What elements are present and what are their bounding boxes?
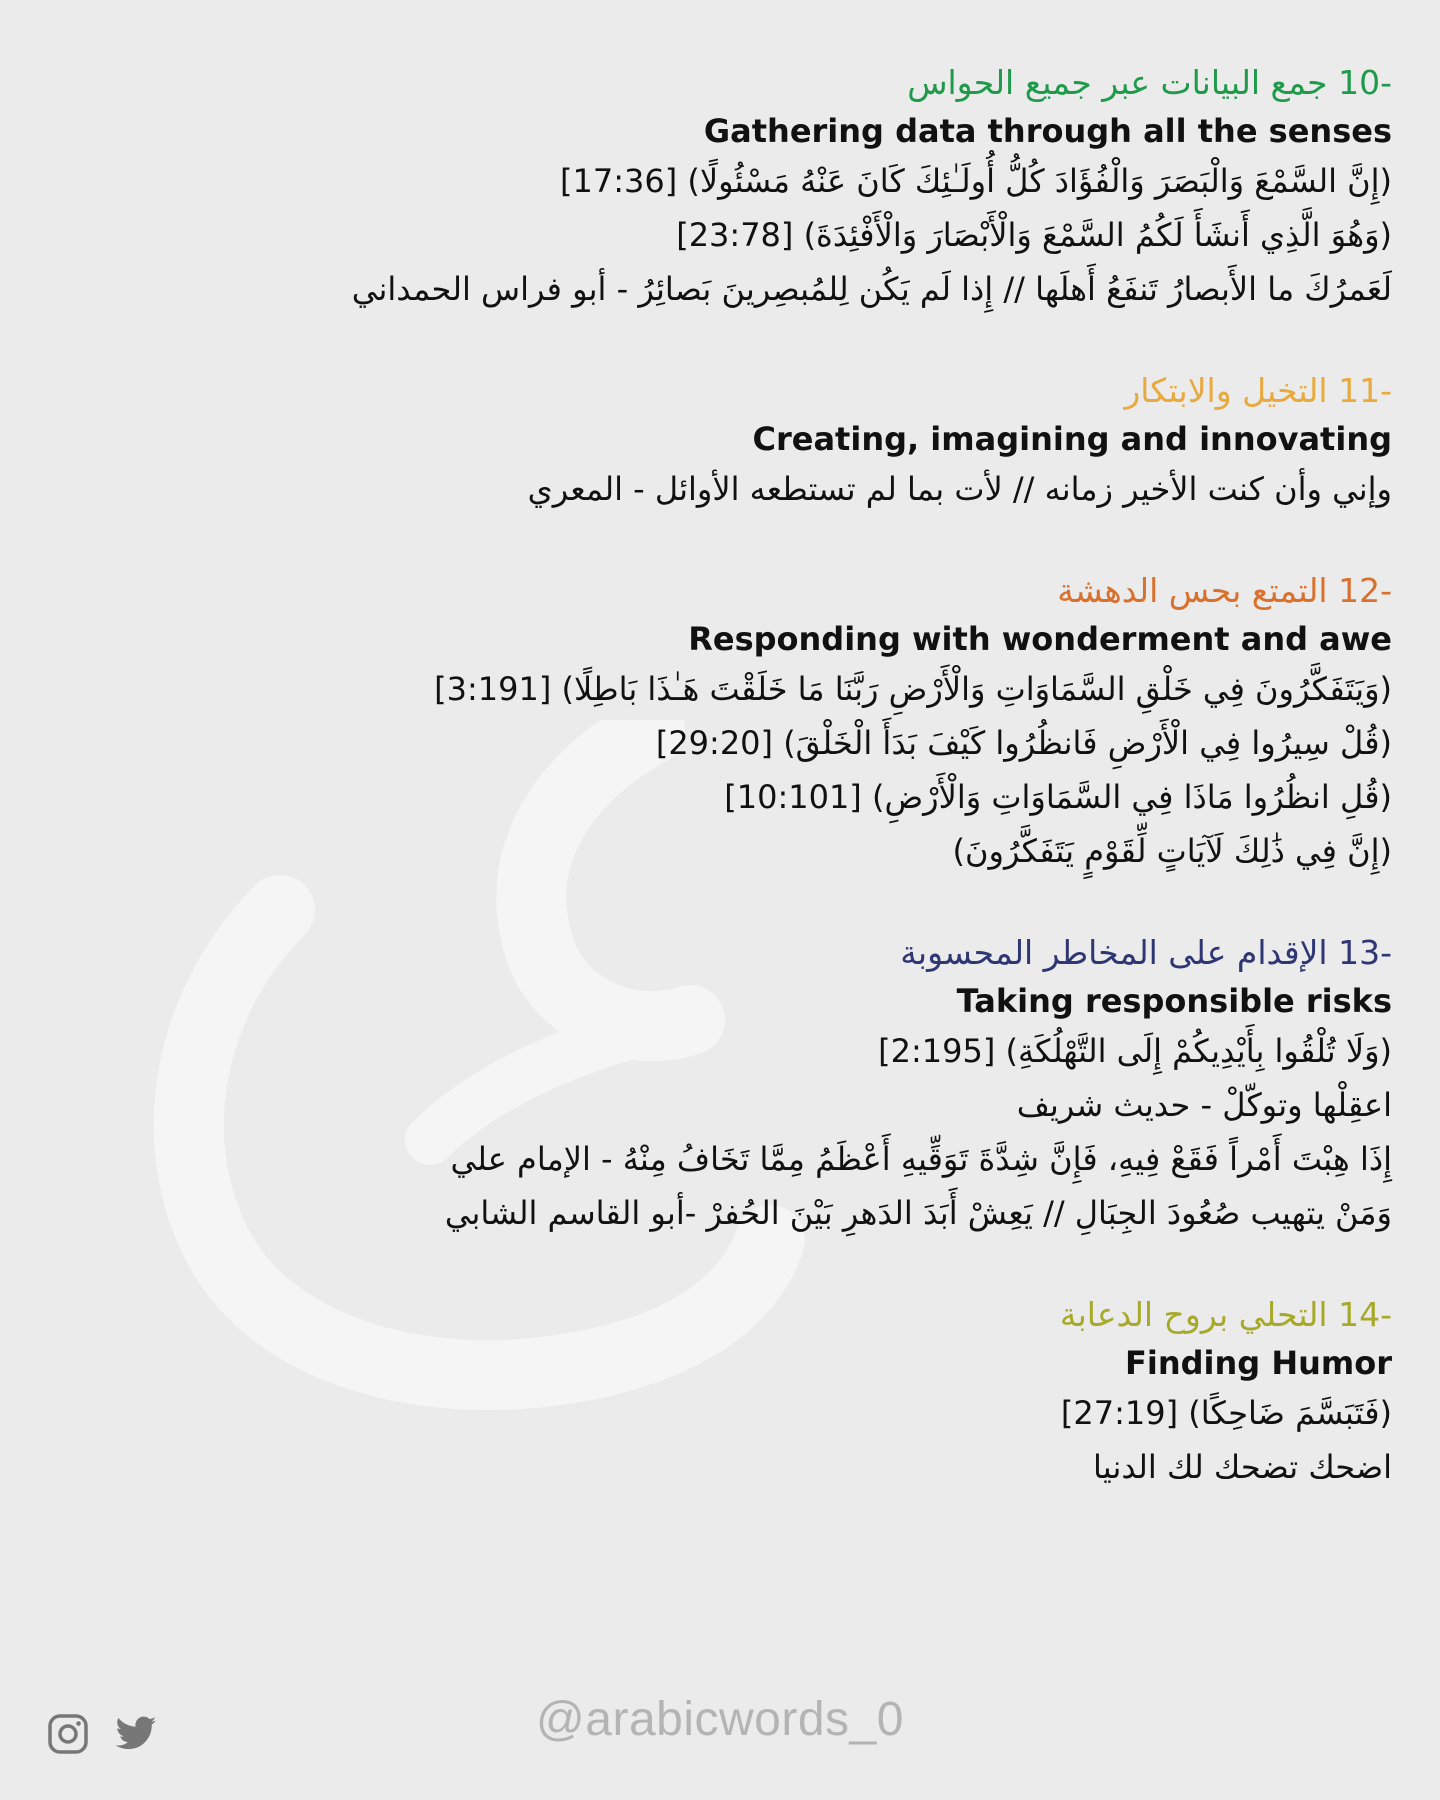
- quote-line: (وَيَتَفَكَّرُونَ فِي خَلْقِ السَّمَاوَاتِ وَالْأَرْضِ رَبَّنَا مَا خَلَقْتَ هَـٰذَا بَاطِلًا) [3:191]: [434, 670, 1392, 708]
- section-number: 13-: [1338, 933, 1392, 972]
- section-14: [72, 1290, 1392, 1494]
- section-title: التخيل والابتكار: [1124, 371, 1328, 410]
- section-number: 11-: [1338, 371, 1392, 410]
- section-number: 10-: [1338, 63, 1392, 102]
- quote-line: (قُلْ سِيرُوا فِي الْأَرْضِ فَانظُرُوا كَيْفَ بَدَأَ الْخَلْقَ) [29:20]: [655, 724, 1392, 762]
- account-handle[interactable]: @arabicwords_0: [536, 1693, 904, 1746]
- quote-line: (وَهُوَ الَّذِي أَنشَأَ لَكُمُ السَّمْعَ وَالْأَبْصَارَ وَالْأَفْئِدَةَ) [23:78]: [676, 216, 1392, 254]
- section-heading: [72, 566, 1392, 616]
- quote-line: (إِنَّ السَّمْعَ وَالْبَصَرَ وَالْفُؤَادَ كُلُّ أُولَـٰئِكَ كَانَ عَنْهُ مَسْئُولًا) [17:36]: [560, 162, 1392, 200]
- section-number: 12-: [1338, 571, 1392, 610]
- quote-line: إِذَا هِبْتَ أَمْراً فَقَعْ فِيهِ، فَإِنَّ شِدَّةَ تَوَقِّيهِ أَعْظَمُ مِمَّا تَخَافُ مِنْهُ - الإمام علي: [450, 1140, 1392, 1178]
- section-12: [72, 566, 1392, 878]
- section-heading: [72, 928, 1392, 978]
- section-heading: [72, 1290, 1392, 1340]
- section-subtitle: Finding Humor: [1125, 1344, 1392, 1382]
- section-number: 14-: [1338, 1295, 1392, 1334]
- section-subtitle: Gathering data through all the senses: [703, 112, 1392, 150]
- quote-line: وَمَنْ يتهيب صُعُودَ الجِبَالِ // يَعِشْ أَبَدَ الدَهرِ بَيْنَ الحُفرْ -أبو القاسم الشابي: [444, 1194, 1392, 1232]
- section-13: [72, 928, 1392, 1240]
- quote-line: (إِنَّ فِي ذَٰلِكَ لَآيَاتٍ لِّقَوْمٍ يَتَفَكَّرُونَ): [952, 832, 1392, 870]
- quote-line: (فَتَبَسَّمَ ضَاحِكًا) [27:19]: [1060, 1394, 1392, 1432]
- content: [72, 58, 1392, 1544]
- section-10: [72, 58, 1392, 316]
- section-title: التمتع بحس الدهشة: [1057, 571, 1328, 610]
- section-subtitle: Taking responsible risks: [956, 982, 1392, 1020]
- section-subtitle: Responding with wonderment and awe: [688, 620, 1392, 658]
- section-title: الإقدام على المخاطر المحسوبة: [900, 933, 1328, 972]
- section-title: التحلي بروح الدعابة: [1059, 1295, 1328, 1334]
- section-heading: [72, 58, 1392, 108]
- quote-line: لَعَمرُكَ ما الأَبصارُ تَنفَعُ أَهلَها // إِذا لَم يَكُن لِلمُبصِرينَ بَصائِرُ - أبو فراس الحمداني: [351, 270, 1392, 308]
- section-subtitle: Creating, imagining and innovating: [752, 420, 1392, 458]
- quote-line: اضحك تضحك لك الدنيا: [1093, 1448, 1392, 1486]
- section-heading: [72, 366, 1392, 416]
- quote-line: (قُلِ انظُرُوا مَاذَا فِي السَّمَاوَاتِ وَالْأَرْضِ) [10:101]: [724, 778, 1392, 816]
- section-11: [72, 366, 1392, 516]
- section-title: جمع البيانات عبر جميع الحواس: [907, 63, 1328, 102]
- quote-line: وإني وأن كنت الأخير زمانه // لأت بما لم تستطعه الأوائل - المعري: [527, 470, 1392, 508]
- quote-line: اعقِلْها وتوكّلْ - حديث شريف: [1016, 1086, 1392, 1124]
- quote-line: (وَلَا تُلْقُوا بِأَيْدِيكُمْ إِلَى التَّهْلُكَةِ) [2:195]: [878, 1032, 1392, 1070]
